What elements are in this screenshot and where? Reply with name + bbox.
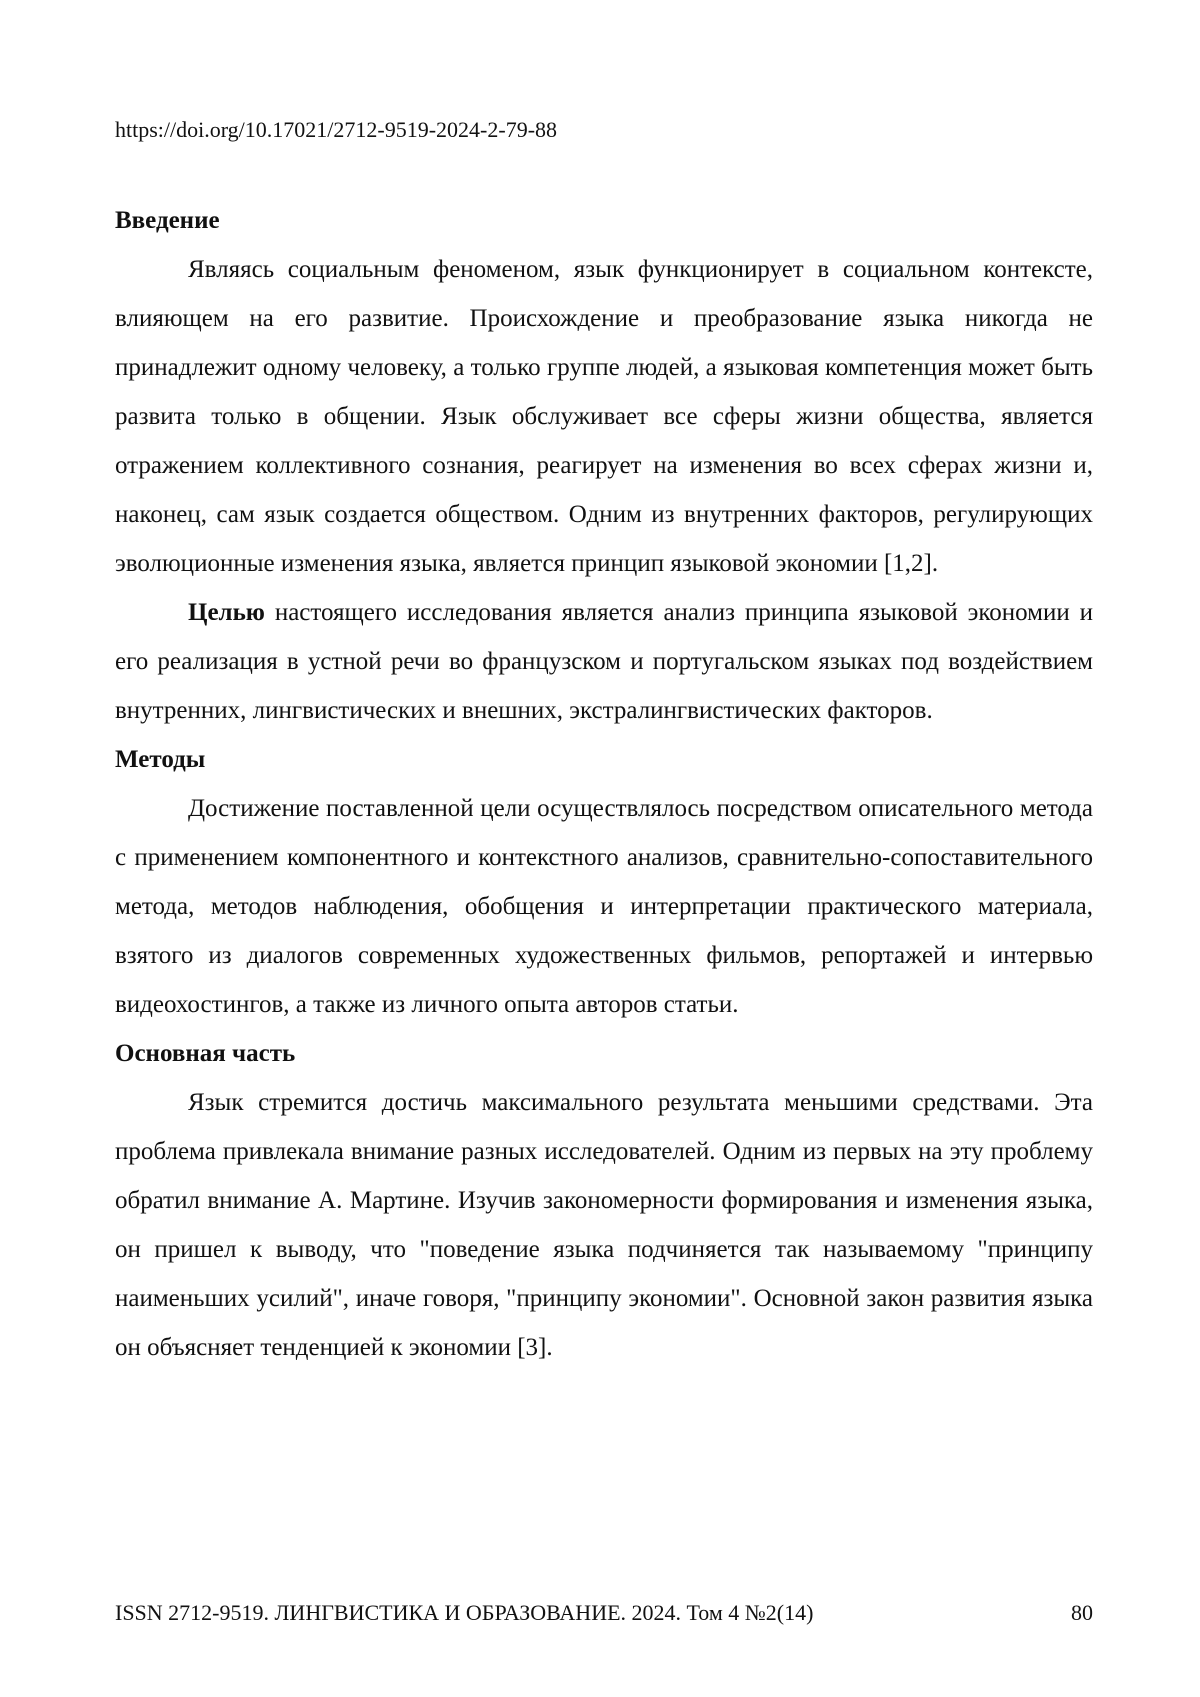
page-number: 80 (1071, 1600, 1093, 1625)
goal-lead-word: Целью (188, 599, 265, 626)
section-heading-methods: Методы (115, 746, 206, 773)
article-body (115, 196, 1093, 1372)
journal-info: ISSN 2712-9519. ЛИНГВИСТИКА И ОБРАЗОВАНИЕ. 2024. Том 4 №2(14) (115, 1600, 814, 1625)
methods-paragraph: Достижение поставленной цели осуществлялось посредством описательного метода с применением компонентного и контекстного анализов, сравнительно-сопоставительного метода, методов наблюдения, обобщения и интерпретации практического материала, взятого из диалогов современных художественных фильмов, репортажей и интервью видеохостингов, а также из личного опыта авторов статьи. (115, 795, 1093, 1018)
page-footer (115, 1598, 1093, 1628)
goal-text: настоящего исследования является анализ принципа языковой экономии и его реализация в устной речи во французском и португальском языках под воздействием внутренних, лингвистических и внешних, экстралингвистических факторов. (115, 599, 1093, 724)
main-paragraph: Язык стремится достичь максимального результата меньшими средствами. Эта проблема привлекала внимание разных исследователей. Одним из первых на эту проблему обратил внимание А. Мартине. Изучив закономерности формирования и изменения языка, он пришел к выводу, что "поведение языка подчиняется так называемому "принципу наименьших усилий", иначе говоря, "принципу экономии". Основной закон развития языка он объясняет тенденцией к экономии [3]. (115, 1089, 1093, 1361)
goal-paragraph (115, 588, 1093, 735)
section-heading-intro: Введение (115, 207, 220, 234)
intro-paragraph: Являясь социальным феноменом, язык функционирует в социальном контексте, влияющем на его развитие. Происхождение и преобразование языка никогда не принадлежит одному человеку, а только группе людей, а языковая компетенция может быть развита только в общении. Язык обслуживает все сферы жизни общества, является отражением коллективного сознания, реагирует на изменения во всех сферах жизни и, наконец, сам язык создается обществом. Одним из внутренних факторов, регулирующих эволюционные изменения языка, является принцип языковой экономии [1,2]. (115, 256, 1093, 577)
doi-link[interactable]: https://doi.org/10.17021/2712-9519-2024-2-79-88 (115, 117, 558, 142)
section-heading-main: Основная часть (115, 1040, 296, 1067)
